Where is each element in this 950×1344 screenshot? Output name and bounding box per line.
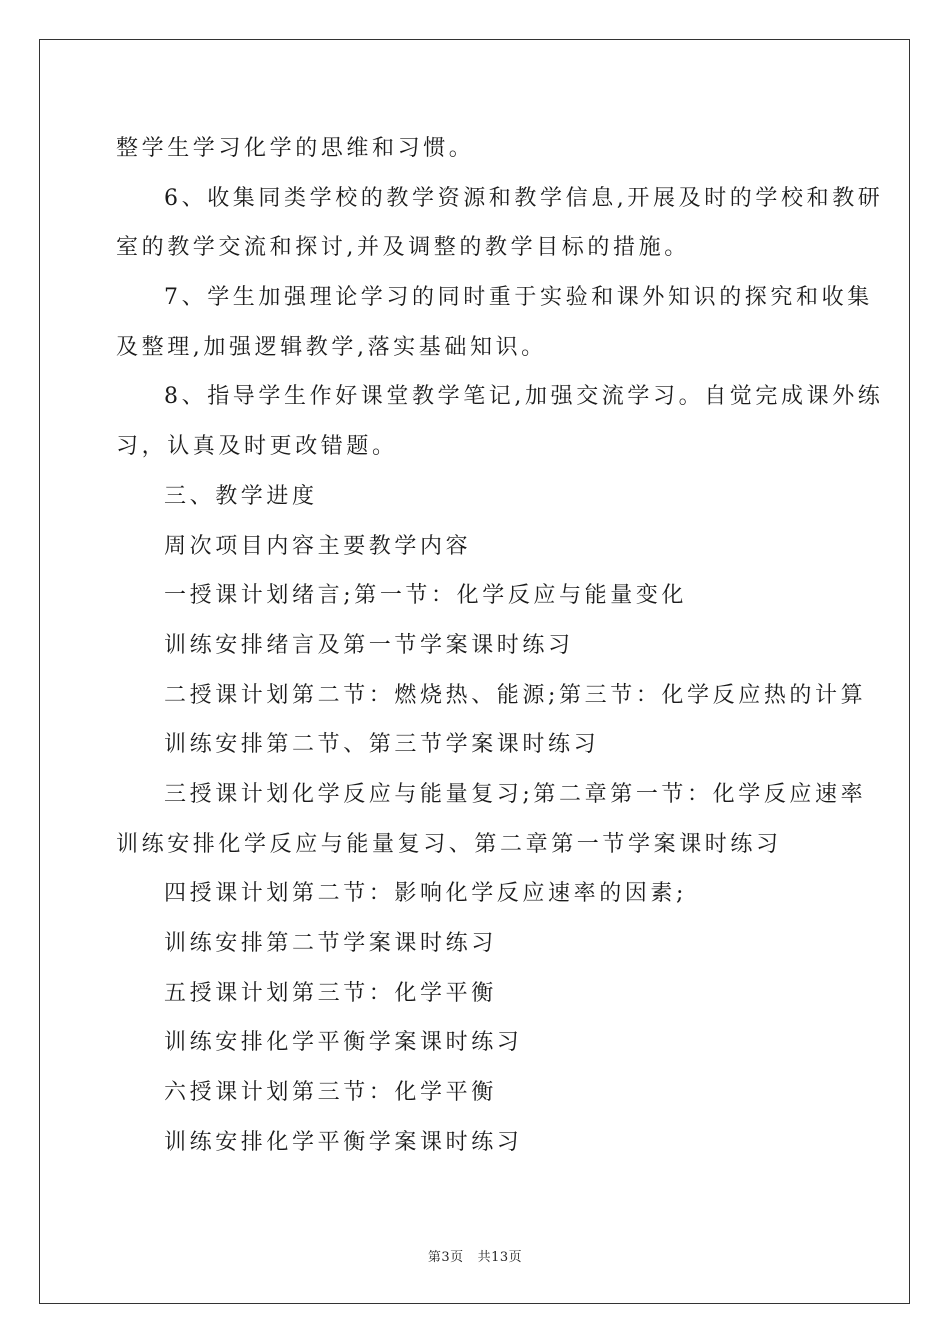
schedule-row: 训练安排第二节学案课时练习 [164,931,497,956]
schedule-row: 三授课计划化学反应与能量复习;第二章第一节：化学反应速率 [164,781,867,807]
schedule-row: 训练安排化学平衡学案课时练习 [164,1129,523,1155]
section-heading: 三、教学进度 [164,483,318,509]
schedule-row: 训练安排第二节、第三节学案课时练习 [164,732,600,758]
document-body [116,124,884,1167]
schedule-row: 四授课计划第二节：影响化学反应速率的因素; [164,881,688,907]
schedule-row: 五授课计划第三节：化学平衡 [164,980,497,1006]
text-line: 6、收集同类学校的教学资源和教学信息,开展及时的学校和教研 [164,185,884,211]
text-line: 室的教学交流和探讨,并及调整的教学目标的措施。 [116,235,690,261]
text-line: 习，认真及时更改错题。 [116,434,398,460]
text-line: 8、指导学生作好课堂教学笔记,加强交流学习。自觉完成课外练 [164,384,884,410]
text-line: 7、学生加强理论学习的同时重于实验和课外知识的探究和收集 [164,285,873,311]
schedule-row: 训练安排绪言及第一节学案课时练习 [164,632,574,658]
text-line: 整学生学习化学的思维和习惯。 [116,136,475,161]
page-total: 共13页 [477,1250,523,1265]
text-line: 及整理,加强逻辑教学,落实基础知识。 [116,334,547,360]
schedule-header: 周次项目内容主要教学内容 [164,533,472,559]
schedule-row: 六授课计划第三节：化学平衡 [164,1080,497,1106]
page-footer [0,1246,950,1265]
schedule-row: 训练安排化学反应与能量复习、第二章第一节学案课时练习 [116,831,782,857]
page-number: 第3页 [427,1250,464,1265]
schedule-row: 一授课计划绪言;第一节：化学反应与能量变化 [164,583,688,609]
schedule-row: 二授课计划第二节：燃烧热、能源;第三节：化学反应热的计算 [164,682,867,708]
schedule-row: 训练安排化学平衡学案课时练习 [164,1030,523,1056]
